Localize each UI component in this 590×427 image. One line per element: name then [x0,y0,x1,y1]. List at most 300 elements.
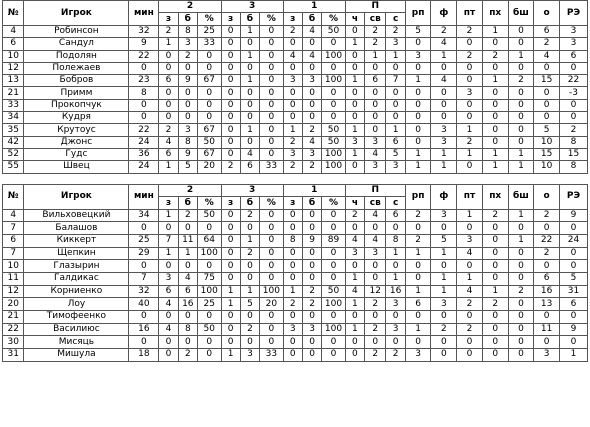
cell-1pt-made: 0 [283,38,302,50]
table-row [3,50,588,62]
cell-2pt-made: 1 [159,161,178,173]
cell-2pt-att: 3 [178,124,197,136]
cell-reb-sv: 1 [365,50,386,62]
cell-reb-ch: 1 [345,75,364,87]
cell-reb-sv: 0 [365,222,386,235]
cell-reb-sv: 0 [365,99,386,111]
cell-o: 10 [534,136,560,148]
cell-ph: 1 [482,75,508,87]
cell-3pt-att: 0 [240,99,259,111]
cell-re: 8 [559,136,587,148]
cell-num: 10 [3,50,24,62]
cell-player: Вильховецкий [24,209,129,222]
cell-1pt-att: 0 [302,311,321,324]
cell-reb-ch: 1 [345,298,364,311]
cell-2pt-made: 2 [159,26,178,38]
cell-ph: 0 [482,62,508,74]
cell-3pt-att: 2 [240,247,259,260]
cell-2pt-pct: 0 [197,222,221,235]
cell-2pt-pct: 67 [197,75,221,87]
cell-1pt-att: 0 [302,209,321,222]
cell-reb-s: 1 [386,124,405,136]
cell-num: 4 [3,26,24,38]
cell-2pt-att: 0 [178,62,197,74]
table-row [3,323,588,336]
cell-num: 21 [3,87,24,99]
cell-1pt-pct: 0 [322,273,346,286]
cell-1pt-made: 3 [283,323,302,336]
cell-3pt-att: 1 [240,26,259,38]
cell-ph: 0 [482,336,508,349]
cell-3pt-att: 2 [240,323,259,336]
cell-f: 1 [431,50,457,62]
cell-1pt-made: 3 [283,148,302,160]
cell-player: Джонс [24,136,129,148]
cell-1pt-pct: 100 [322,75,346,87]
cell-f: 2 [431,323,457,336]
cell-bsh: 0 [508,87,534,99]
cell-min: 7 [129,273,159,286]
cell-1pt-att: 2 [302,161,321,173]
cell-rp: 0 [405,99,431,111]
cell-ph: 0 [482,349,508,362]
cell-1pt-pct: 0 [322,112,346,124]
cell-3pt-made: 1 [221,349,240,362]
col-player-header: Игрок [24,184,129,209]
cell-3pt-made: 0 [221,148,240,160]
cell-bsh: 1 [508,148,534,160]
cell-rp: 0 [405,336,431,349]
cell-rp: 0 [405,62,431,74]
cell-1pt-pct: 0 [322,336,346,349]
cell-pt: 0 [457,336,483,349]
table-row [3,124,588,136]
cell-3pt-pct: 0 [260,273,284,286]
cell-2pt-pct: 0 [197,112,221,124]
cell-reb-sv: 2 [365,26,386,38]
cell-min: 8 [129,87,159,99]
cell-1pt-att: 0 [302,273,321,286]
cell-3pt-made: 0 [221,50,240,62]
cell-min: 36 [129,148,159,160]
cell-2pt-pct: 0 [197,336,221,349]
team2-rows [3,209,588,361]
cell-3pt-made: 0 [221,124,240,136]
cell-3pt-made: 0 [221,234,240,247]
cell-player: Бобров [24,75,129,87]
cell-1pt-att: 2 [302,124,321,136]
cell-2pt-made: 0 [159,99,178,111]
cell-reb-s: 6 [386,209,405,222]
cell-1pt-pct: 0 [322,311,346,324]
cell-f: 4 [431,38,457,50]
cell-reb-ch: 3 [345,247,364,260]
col-group-1pt: 1 [283,184,345,196]
table-row [3,75,588,87]
cell-reb-sv: 4 [365,209,386,222]
cell-reb-sv: 3 [365,136,386,148]
cell-reb-sv: 0 [365,273,386,286]
col-reb-sv: св [365,13,386,26]
cell-player: Сандул [24,38,129,50]
cell-bsh: 1 [508,50,534,62]
cell-player: Лоу [24,298,129,311]
cell-1pt-made: 0 [283,311,302,324]
cell-3pt-made: 0 [221,336,240,349]
cell-2pt-pct: 0 [197,260,221,273]
cell-3pt-att: 0 [240,273,259,286]
cell-2pt-pct: 100 [197,285,221,298]
cell-reb-s: 0 [386,336,405,349]
cell-re: 9 [559,209,587,222]
col-2pt-made: з [159,13,178,26]
cell-bsh: 2 [508,75,534,87]
cell-player: Примм [24,87,129,99]
cell-player: Крутоус [24,124,129,136]
cell-reb-ch: 0 [345,260,364,273]
table-row [3,222,588,235]
cell-1pt-att: 0 [302,222,321,235]
cell-2pt-pct: 64 [197,234,221,247]
cell-reb-ch: 0 [345,112,364,124]
cell-pt: 0 [457,349,483,362]
cell-min: 32 [129,26,159,38]
cell-bsh: 0 [508,260,534,273]
cell-bsh: 0 [508,136,534,148]
cell-1pt-pct: 0 [322,99,346,111]
cell-2pt-made: 0 [159,87,178,99]
table-row [3,87,588,99]
cell-2pt-pct: 0 [197,87,221,99]
cell-reb-ch: 1 [345,38,364,50]
cell-reb-ch: 0 [345,99,364,111]
cell-2pt-made: 4 [159,136,178,148]
cell-2pt-pct: 50 [197,209,221,222]
cell-3pt-pct: 0 [260,124,284,136]
cell-ph: 2 [482,50,508,62]
cell-3pt-made: 0 [221,26,240,38]
cell-1pt-made: 0 [283,99,302,111]
cell-bsh: 0 [508,323,534,336]
cell-reb-ch: 1 [345,148,364,160]
cell-3pt-made: 2 [221,161,240,173]
cell-f: 2 [431,26,457,38]
cell-f: 0 [431,336,457,349]
cell-num: 7 [3,247,24,260]
table-row [3,99,588,111]
cell-1pt-att: 0 [302,99,321,111]
cell-reb-ch: 1 [345,273,364,286]
cell-bsh: 0 [508,273,534,286]
col-f-header: ф [431,1,457,26]
cell-1pt-att: 0 [302,349,321,362]
cell-2pt-att: 11 [178,234,197,247]
cell-rp: 0 [405,273,431,286]
cell-1pt-made: 0 [283,273,302,286]
cell-1pt-made: 0 [283,260,302,273]
table-row [3,349,588,362]
cell-num: 31 [3,349,24,362]
cell-reb-s: 0 [386,222,405,235]
cell-reb-s: 0 [386,311,405,324]
cell-3pt-pct: 0 [260,38,284,50]
cell-f: 0 [431,99,457,111]
cell-f: 1 [431,161,457,173]
col-min-header: мин [129,184,159,209]
cell-3pt-made: 0 [221,323,240,336]
cell-2pt-made: 1 [159,38,178,50]
cell-pt: 0 [457,62,483,74]
cell-bsh: 0 [508,222,534,235]
cell-1pt-pct: 50 [322,124,346,136]
cell-1pt-pct: 0 [322,260,346,273]
cell-2pt-att: 16 [178,298,197,311]
cell-reb-sv: 0 [365,260,386,273]
cell-ph: 0 [482,136,508,148]
col-bsh-header: бш [508,184,534,209]
cell-1pt-made: 2 [283,26,302,38]
cell-reb-sv: 0 [365,112,386,124]
cell-num: 33 [3,99,24,111]
cell-re: 2 [559,124,587,136]
cell-pt: 0 [457,311,483,324]
team2-stats-table [2,184,588,362]
cell-player: Подолян [24,50,129,62]
cell-bsh: 1 [508,209,534,222]
cell-re: 5 [559,273,587,286]
cell-num: 22 [3,323,24,336]
cell-3pt-made: 1 [221,285,240,298]
cell-reb-s: 1 [386,273,405,286]
cell-num: 7 [3,222,24,235]
cell-3pt-made: 0 [221,112,240,124]
cell-o: 10 [534,161,560,173]
cell-reb-sv: 2 [365,323,386,336]
cell-player: Киккерт [24,234,129,247]
cell-2pt-made: 4 [159,323,178,336]
cell-pt: 0 [457,75,483,87]
cell-rp: 0 [405,260,431,273]
cell-1pt-pct: 0 [322,349,346,362]
cell-1pt-made: 0 [283,87,302,99]
cell-re: 0 [559,99,587,111]
cell-1pt-att: 0 [302,336,321,349]
cell-num: 30 [3,336,24,349]
cell-ph: 2 [482,209,508,222]
cell-2pt-pct: 75 [197,273,221,286]
col-2pt-att: б [178,196,197,209]
cell-num: 4 [3,209,24,222]
cell-2pt-pct: 100 [197,247,221,260]
cell-3pt-pct: 100 [260,285,284,298]
cell-ph: 0 [482,273,508,286]
col-reb-ch: ч [345,13,364,26]
cell-reb-sv: 3 [365,247,386,260]
cell-3pt-att: 3 [240,349,259,362]
cell-reb-sv: 2 [365,298,386,311]
col-1pt-pct: % [322,13,346,26]
cell-rp: 0 [405,38,431,50]
cell-1pt-pct: 100 [322,323,346,336]
cell-re: 6 [559,298,587,311]
cell-re: 6 [559,50,587,62]
cell-re: -3 [559,87,587,99]
cell-2pt-made: 3 [159,273,178,286]
cell-rp: 5 [405,26,431,38]
cell-reb-s: 7 [386,75,405,87]
cell-2pt-att: 0 [178,336,197,349]
table-row [3,209,588,222]
cell-o: 0 [534,87,560,99]
cell-3pt-pct: 0 [260,136,284,148]
cell-1pt-made: 0 [283,222,302,235]
cell-ph: 0 [482,323,508,336]
table-row [3,234,588,247]
cell-1pt-made: 0 [283,247,302,260]
cell-3pt-att: 6 [240,161,259,173]
cell-2pt-att: 5 [178,161,197,173]
col-group-1pt: 1 [283,1,345,13]
col-reb-sv: св [365,196,386,209]
cell-2pt-made: 0 [159,112,178,124]
cell-num: 20 [3,298,24,311]
cell-1pt-made: 2 [283,298,302,311]
cell-2pt-made: 0 [159,311,178,324]
cell-1pt-pct: 0 [322,209,346,222]
cell-min: 0 [129,62,159,74]
cell-o: 15 [534,148,560,160]
cell-f: 5 [431,234,457,247]
cell-num: 35 [3,124,24,136]
table-row [3,136,588,148]
cell-player: Корниенко [24,285,129,298]
cell-3pt-att: 0 [240,112,259,124]
cell-2pt-made: 6 [159,148,178,160]
cell-3pt-pct: 0 [260,222,284,235]
cell-o: 22 [534,234,560,247]
col-3pt-att: б [240,13,259,26]
cell-player: Галдикас [24,273,129,286]
table-row [3,161,588,173]
col-1pt-made: з [283,196,302,209]
col-f-header: ф [431,184,457,209]
cell-min: 0 [129,311,159,324]
col-reb-s: с [386,13,405,26]
cell-reb-ch: 0 [345,349,364,362]
cell-ph: 1 [482,285,508,298]
col-o-header: о [534,1,560,26]
cell-pt: 2 [457,323,483,336]
col-num-header: № [3,184,24,209]
cell-ph: 0 [482,38,508,50]
cell-1pt-att: 3 [302,75,321,87]
col-bsh-header: бш [508,1,534,26]
cell-3pt-made: 0 [221,247,240,260]
cell-reb-s: 3 [386,161,405,173]
cell-2pt-att: 0 [178,87,197,99]
cell-1pt-pct: 0 [322,62,346,74]
cell-reb-s: 1 [386,247,405,260]
cell-re: 3 [559,38,587,50]
table-row [3,260,588,273]
cell-1pt-pct: 100 [322,161,346,173]
cell-1pt-att: 0 [302,38,321,50]
col-3pt-pct: % [260,13,284,26]
cell-2pt-made: 0 [159,260,178,273]
cell-re: 8 [559,161,587,173]
cell-player: Мисяць [24,336,129,349]
cell-min: 0 [129,222,159,235]
col-3pt-made: з [221,13,240,26]
cell-3pt-att: 0 [240,38,259,50]
cell-2pt-pct: 50 [197,323,221,336]
cell-player: Василиюс [24,323,129,336]
cell-re: 0 [559,336,587,349]
cell-player: Тимофеенко [24,311,129,324]
table-row [3,112,588,124]
cell-o: 0 [534,112,560,124]
cell-2pt-made: 6 [159,285,178,298]
cell-3pt-made: 0 [221,260,240,273]
cell-3pt-pct: 0 [260,336,284,349]
cell-2pt-att: 1 [178,247,197,260]
cell-re: 24 [559,234,587,247]
cell-reb-s: 2 [386,349,405,362]
col-pt-header: пт [457,1,483,26]
cell-reb-s: 0 [386,112,405,124]
cell-pt: 1 [457,209,483,222]
cell-3pt-made: 0 [221,87,240,99]
cell-re: 0 [559,112,587,124]
cell-f: 0 [431,349,457,362]
cell-1pt-made: 0 [283,349,302,362]
col-group-rebounds: П [345,1,405,13]
cell-reb-s: 0 [386,260,405,273]
cell-reb-sv: 6 [365,75,386,87]
cell-1pt-att: 4 [302,26,321,38]
cell-1pt-pct: 50 [322,136,346,148]
cell-o: 0 [534,62,560,74]
cell-3pt-pct: 0 [260,209,284,222]
cell-rp: 0 [405,112,431,124]
cell-2pt-pct: 25 [197,298,221,311]
col-re-header: РЭ [559,1,587,26]
cell-1pt-pct: 89 [322,234,346,247]
cell-2pt-att: 0 [178,260,197,273]
cell-reb-ch: 4 [345,234,364,247]
cell-min: 29 [129,247,159,260]
cell-2pt-made: 0 [159,222,178,235]
cell-player: Глазырин [24,260,129,273]
cell-pt: 4 [457,285,483,298]
cell-reb-ch: 0 [345,87,364,99]
cell-2pt-pct: 0 [197,349,221,362]
col-group-2pt: 2 [159,184,221,196]
cell-reb-sv: 2 [365,349,386,362]
cell-rp: 2 [405,234,431,247]
cell-re: 0 [559,222,587,235]
cell-re: 0 [559,62,587,74]
cell-reb-sv: 0 [365,336,386,349]
cell-o: 2 [534,38,560,50]
cell-ph: 0 [482,222,508,235]
cell-player: Щепкин [24,247,129,260]
cell-1pt-made: 1 [283,285,302,298]
cell-3pt-made: 0 [221,75,240,87]
cell-reb-s: 0 [386,87,405,99]
col-2pt-pct: % [197,196,221,209]
table-row [3,38,588,50]
